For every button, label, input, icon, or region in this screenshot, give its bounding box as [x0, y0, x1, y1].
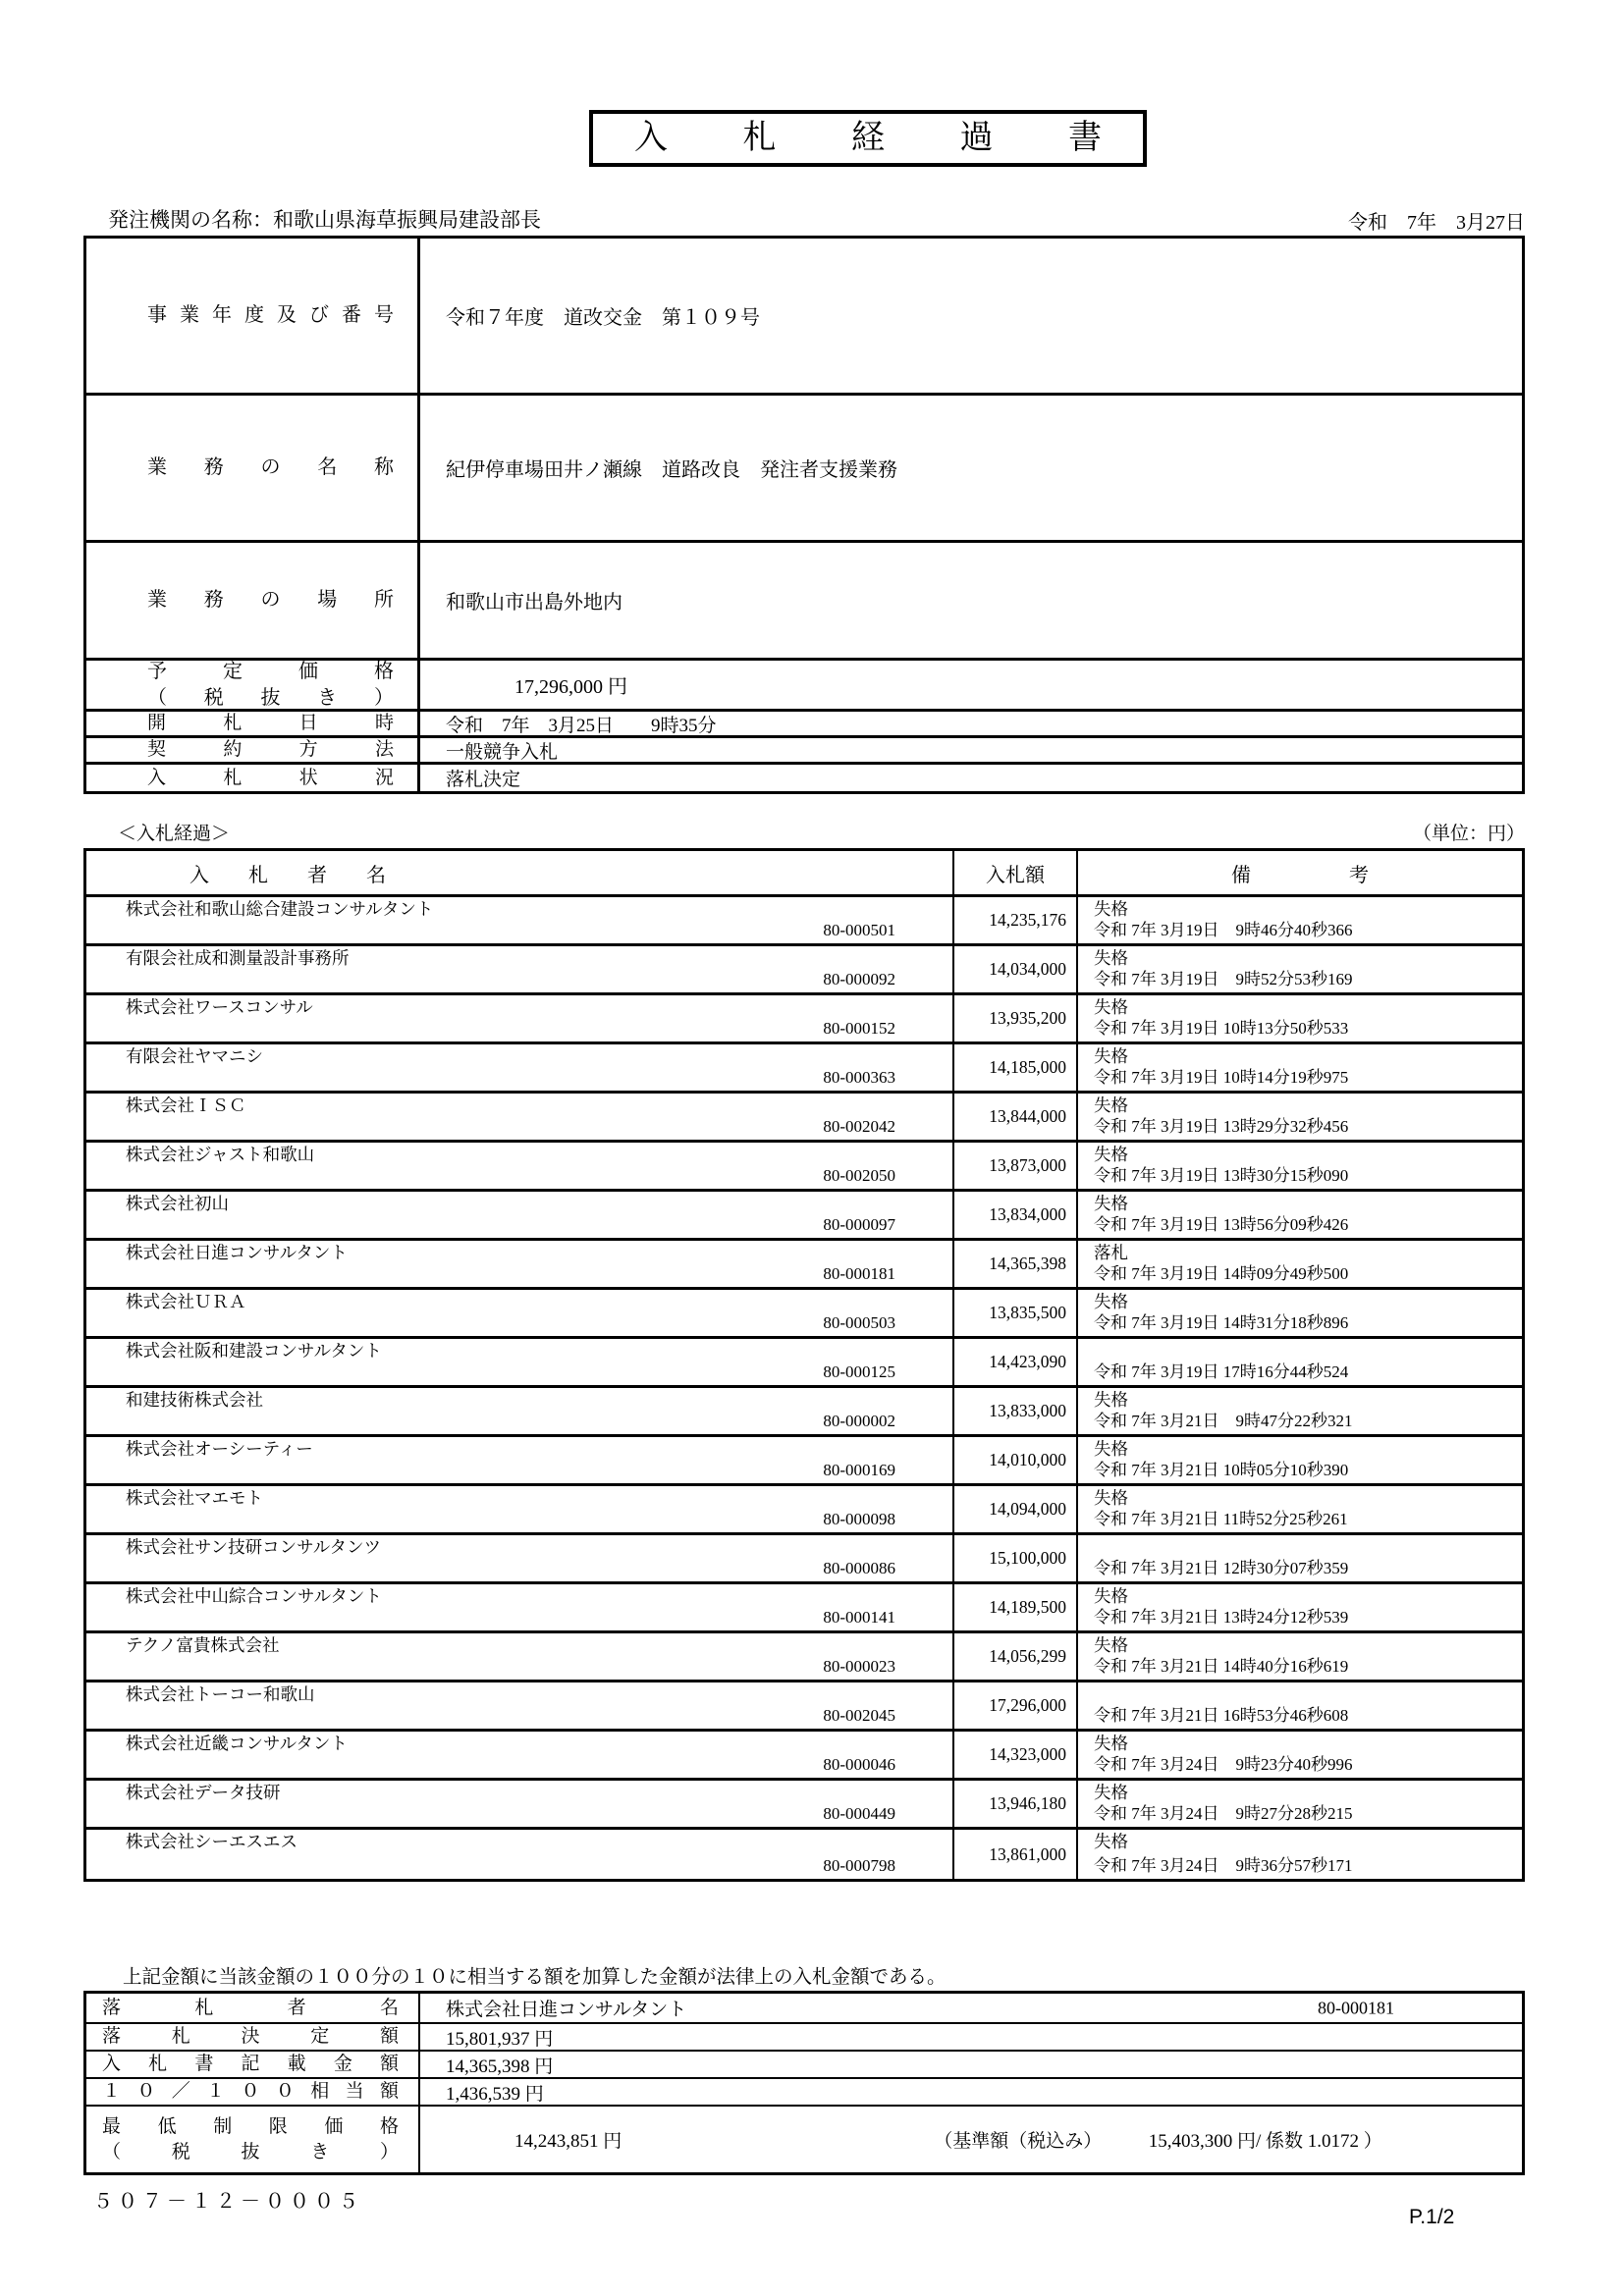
bid-status: 失格: [1094, 1734, 1128, 1753]
document-title: 入札経過書: [634, 120, 1102, 156]
bidder-code: 80-000086: [823, 1559, 895, 1577]
bidder-name: 株式会社サン技研コンサルタンツ: [126, 1537, 382, 1557]
bid-amount: 15,100,000: [954, 1535, 1078, 1581]
remark-cell: [1078, 1241, 1522, 1287]
bidder-name-cell: [86, 897, 954, 943]
bidder-name: 株式会社シーエスエス: [126, 1832, 298, 1851]
info-row-value: 令和 7年 3月25日 9時35分: [446, 715, 717, 736]
info-row-project-name: [86, 396, 1522, 543]
bid-table: [83, 848, 1525, 1882]
bidder-name-cell: [86, 1044, 954, 1091]
bid-datetime: 令和 7年 3月19日 10時14分19秒975: [1094, 1068, 1349, 1087]
bidder-code: 80-000092: [823, 970, 895, 988]
bid-datetime: 令和 7年 3月19日 14時31分18秒896: [1094, 1313, 1349, 1332]
bidder-name-cell: [86, 1192, 954, 1238]
bidder-name-cell: [86, 1143, 954, 1189]
award-row-value: [420, 2107, 1522, 2172]
bidder-name-cell: [86, 995, 954, 1041]
info-row-label: 事業年度及び番号: [86, 239, 420, 393]
bidder-code: 80-000002: [823, 1412, 895, 1430]
bid-status: 失格: [1094, 997, 1128, 1017]
table-row: [86, 995, 1522, 1044]
bid-progress-section-label: ＜入札経過＞: [118, 824, 231, 844]
bid-status: 失格: [1094, 1488, 1128, 1508]
award-row-label: 最低制限価格 （税抜き）: [86, 2107, 420, 2172]
table-row: [86, 1486, 1522, 1535]
remark-cell: [1078, 1584, 1522, 1630]
bid-datetime: 令和 7年 3月21日 9時47分22秒321: [1094, 1412, 1353, 1430]
bid-datetime: 令和 7年 3月21日 12時30分07秒359: [1094, 1559, 1349, 1577]
bid-amount: 14,034,000: [954, 946, 1078, 992]
bid-amount: 13,834,000: [954, 1192, 1078, 1238]
table-row: [86, 1830, 1522, 1879]
bidder-name: 株式会社初山: [126, 1194, 229, 1213]
bidder-name-cell: [86, 1094, 954, 1140]
bid-status: 失格: [1094, 1145, 1128, 1164]
unit-label: （単位：円）: [1412, 824, 1525, 844]
remark-cell: [1078, 1781, 1522, 1827]
remark-cell: [1078, 1682, 1522, 1729]
minimum-price-basis: （基準額（税込み） 15,403,300 円/ 係数 1.0172 ）: [934, 2131, 1382, 2152]
bid-status: [1094, 1537, 1522, 1558]
info-row-label: 業務の場所: [86, 543, 420, 658]
bidder-code: 80-000141: [823, 1608, 895, 1627]
bid-status: 失格: [1094, 948, 1128, 968]
ordering-agency: 発注機関の名称：和歌山県海草振興局建設部長: [108, 208, 541, 232]
bidder-name-cell: [86, 1388, 954, 1434]
remark-cell: [1078, 1388, 1522, 1434]
bid-amount: 14,010,000: [954, 1437, 1078, 1483]
bidder-name: 有限会社成和測量設計事務所: [126, 948, 350, 968]
table-row: [86, 1781, 1522, 1830]
bid-datetime: 令和 7年 3月19日 13時56分09秒426: [1094, 1215, 1349, 1234]
remark-cell: [1078, 1486, 1522, 1532]
legal-note: 上記金額に当該金額の１００分の１０に相当する額を加算した金額が法律上の入札金額である。: [123, 1967, 947, 1988]
bidder-name: 株式会社マエモト: [126, 1488, 263, 1508]
bidder-name: 株式会社ワースコンサル: [126, 997, 313, 1017]
bid-amount: 13,873,000: [954, 1143, 1078, 1189]
table-row: [86, 1535, 1522, 1584]
bid-datetime: 令和 7年 3月19日 14時09分49秒500: [1094, 1264, 1349, 1283]
bidder-code: 80-002050: [823, 1166, 895, 1185]
award-row-ten-percent-amount: [86, 2079, 1522, 2107]
bidder-code: 80-002045: [823, 1706, 895, 1725]
bid-datetime: 令和 7年 3月19日 10時13分50秒533: [1094, 1019, 1349, 1038]
table-row: [86, 1143, 1522, 1192]
award-row-value: 14,365,398 円: [446, 2056, 554, 2077]
bid-amount: 14,323,000: [954, 1732, 1078, 1778]
bidder-name-cell: [86, 1682, 954, 1729]
bid-status: 失格: [1094, 1586, 1128, 1606]
award-row-winner: [86, 1994, 1522, 2024]
bidder-code: 80-000152: [823, 1019, 895, 1038]
remark-cell: [1078, 1143, 1522, 1189]
bid-datetime: 令和 7年 3月19日 9時52分53秒169: [1094, 970, 1353, 988]
award-row-label: １０／１００相当額: [86, 2079, 420, 2105]
minimum-price: 14,243,851 円: [514, 2131, 623, 2152]
bidder-name-cell: [86, 1584, 954, 1630]
info-row-value: 和歌山市出島外地内: [446, 592, 623, 614]
info-row-value: 落札決定: [446, 770, 521, 790]
award-row-label: 落札決定額: [86, 2024, 420, 2050]
bid-amount: 13,844,000: [954, 1094, 1078, 1140]
bid-amount: 17,296,000: [954, 1682, 1078, 1729]
bid-datetime: 令和 7年 3月19日 9時46分40秒366: [1094, 921, 1353, 939]
project-info-table: [83, 236, 1525, 794]
bidder-name: 株式会社トーコー和歌山: [126, 1684, 315, 1704]
bidder-name: 株式会社中山綜合コンサルタント: [126, 1586, 382, 1606]
bid-status: 失格: [1094, 1292, 1128, 1311]
bid-status: 失格: [1094, 1439, 1128, 1459]
remark-cell: [1078, 1290, 1522, 1336]
remark-cell: [1078, 1094, 1522, 1140]
info-row-opening-datetime: [86, 712, 1522, 738]
bid-status: 失格: [1094, 1194, 1128, 1213]
bid-amount: 14,365,398: [954, 1241, 1078, 1287]
bidder-name: 株式会社オーシーティー: [126, 1439, 313, 1459]
info-row-value: 令和７年度 道改交金 第１０９号: [446, 307, 760, 329]
bidder-name: 株式会社ＩＳＣ: [126, 1095, 246, 1115]
bidder-name-cell: [86, 1290, 954, 1336]
award-row-minimum-price: [86, 2107, 1522, 2172]
bidder-code: 80-000798: [823, 1856, 895, 1875]
bidder-code: 80-000023: [823, 1657, 895, 1676]
bid-table-header: [86, 851, 1522, 897]
document-title-box: [589, 110, 1147, 167]
table-row: [86, 1584, 1522, 1633]
bidder-name: 株式会社近畿コンサルタント: [126, 1734, 348, 1753]
bid-status: 失格: [1094, 899, 1128, 919]
bid-table-body: [86, 897, 1522, 1879]
table-row: [86, 1290, 1522, 1339]
bidder-code: 80-000181: [823, 1264, 895, 1283]
award-row-label: 入札書記載金額: [86, 2052, 420, 2077]
bidder-code: 80-000503: [823, 1313, 895, 1332]
info-row-contract-method: [86, 738, 1522, 765]
bidder-code: 80-000098: [823, 1510, 895, 1528]
bid-datetime: 令和 7年 3月24日 9時36分57秒171: [1094, 1856, 1353, 1875]
bid-amount: 13,833,000: [954, 1388, 1078, 1434]
info-row-label: 開札日時: [86, 712, 420, 735]
info-row-label: 業務の名称: [86, 396, 420, 540]
bidder-name-cell: [86, 1781, 954, 1827]
table-row: [86, 1388, 1522, 1437]
bidder-code: 80-000169: [823, 1461, 895, 1479]
bid-datetime: 令和 7年 3月21日 11時52分25秒261: [1094, 1510, 1348, 1528]
remark-cell: [1078, 1437, 1522, 1483]
bid-datetime: 令和 7年 3月21日 13時24分12秒539: [1094, 1608, 1349, 1627]
info-row-project-location: [86, 543, 1522, 661]
bid-amount-header: 入札額: [954, 851, 1078, 894]
info-row-project-number: [86, 239, 1522, 396]
bid-amount: 14,189,500: [954, 1584, 1078, 1630]
bidder-name-cell: [86, 1535, 954, 1581]
bidder-name-cell: [86, 1732, 954, 1778]
bid-status: 失格: [1094, 1635, 1128, 1655]
bid-status: [1094, 1684, 1522, 1705]
bid-amount: 14,094,000: [954, 1486, 1078, 1532]
remark-cell: [1078, 1633, 1522, 1680]
document-date: 令和 7年 3月27日: [1348, 212, 1525, 234]
award-row-value: 15,801,937 円: [446, 2028, 554, 2050]
bid-status: 失格: [1094, 1390, 1128, 1410]
table-row: [86, 1633, 1522, 1682]
bid-amount: 13,946,180: [954, 1781, 1078, 1827]
bid-datetime: 令和 7年 3月19日 17時16分44秒524: [1094, 1362, 1349, 1381]
info-row-label: 入札状況: [86, 765, 420, 791]
bidder-name-cell: [86, 946, 954, 992]
remark-cell: [1078, 1535, 1522, 1581]
remark-cell: [1078, 1044, 1522, 1091]
bidder-code: 80-000363: [823, 1068, 895, 1087]
bid-status: 落札: [1094, 1243, 1128, 1262]
remark-cell: [1078, 1732, 1522, 1778]
bid-status: [1094, 1341, 1522, 1362]
table-row: [86, 1192, 1522, 1241]
bid-amount: 14,423,090: [954, 1339, 1078, 1385]
bidder-name-cell: [86, 1633, 954, 1680]
bidder-name: 株式会社データ技研: [126, 1783, 281, 1802]
bid-amount: 14,235,176: [954, 897, 1078, 943]
info-row-bid-status: [86, 765, 1522, 791]
bidder-code: 80-002042: [823, 1117, 895, 1136]
bid-amount: 13,861,000: [954, 1830, 1078, 1879]
bid-datetime: 令和 7年 3月21日 16時53分46秒608: [1094, 1706, 1349, 1725]
bid-amount: 13,935,200: [954, 995, 1078, 1041]
bid-datetime: 令和 7年 3月24日 9時23分40秒996: [1094, 1755, 1353, 1774]
bid-datetime: 令和 7年 3月19日 13時29分32秒456: [1094, 1117, 1349, 1136]
info-row-label: 契約方法: [86, 738, 420, 762]
bidder-name: 有限会社ヤマニシ: [126, 1046, 263, 1066]
bidder-name: 株式会社日進コンサルタント: [126, 1243, 348, 1262]
table-row: [86, 1094, 1522, 1143]
info-row-value: 17,296,000 円: [514, 676, 627, 698]
bidder-name: 株式会社ＵＲＡ: [126, 1292, 246, 1311]
award-row-value: 1,436,539 円: [446, 2083, 544, 2105]
table-row: [86, 1044, 1522, 1094]
award-row-bid-sheet-amount: [86, 2052, 1522, 2079]
table-row: [86, 1339, 1522, 1388]
bidder-name: 和建技術株式会社: [126, 1390, 263, 1410]
bid-status: 失格: [1094, 1095, 1128, 1115]
bidder-name-cell: [86, 1339, 954, 1385]
remark-cell: [1078, 897, 1522, 943]
info-row-label: 予定価格 （税抜き）: [86, 661, 420, 709]
bidder-code: 80-000501: [823, 921, 895, 939]
bid-amount: 14,056,299: [954, 1633, 1078, 1680]
bidder-code: 80-000097: [823, 1215, 895, 1234]
table-row: [86, 1682, 1522, 1732]
table-row: [86, 946, 1522, 995]
bidder-name-cell: [86, 1486, 954, 1532]
remark-cell: [1078, 1339, 1522, 1385]
winner-name: 株式会社日進コンサルタント: [446, 2000, 687, 2020]
document-control-number: ５０７－１２－０００５: [93, 2191, 363, 2213]
bid-status: 失格: [1094, 1832, 1128, 1851]
table-row: [86, 897, 1522, 946]
bid-datetime: 令和 7年 3月21日 14時40分16秒619: [1094, 1657, 1349, 1676]
bidder-name: 株式会社阪和建設コンサルタント: [126, 1341, 382, 1361]
remark-cell: [1078, 995, 1522, 1041]
award-summary-table: [83, 1991, 1525, 2175]
remark-cell: [1078, 946, 1522, 992]
bidder-name: 株式会社和歌山総合建設コンサルタント: [126, 899, 434, 919]
award-row-label: 落札者名: [86, 1994, 420, 2022]
bid-datetime: 令和 7年 3月21日 10時05分10秒390: [1094, 1461, 1349, 1479]
winner-code: 80-000181: [1318, 1998, 1394, 2017]
bidder-name: テクノ富貴株式会社: [126, 1635, 280, 1655]
bid-amount: 13,835,500: [954, 1290, 1078, 1336]
remark-header: 備 考: [1231, 864, 1369, 886]
remark-cell: [1078, 1192, 1522, 1238]
info-row-planned-price: [86, 661, 1522, 712]
bid-datetime: 令和 7年 3月19日 13時30分15秒090: [1094, 1166, 1349, 1185]
info-row-value: 一般競争入札: [446, 741, 559, 763]
table-row: [86, 1732, 1522, 1781]
bidder-code: 80-000125: [823, 1362, 895, 1381]
info-row-value: 紀伊停車場田井ノ瀬線 道路改良 発注者支援業務: [446, 459, 897, 481]
bidder-name-header: 入 札 者 名: [86, 851, 954, 894]
bidder-code: 80-000046: [823, 1755, 895, 1774]
table-row: [86, 1437, 1522, 1486]
bid-amount: 14,185,000: [954, 1044, 1078, 1091]
bidder-name: 株式会社ジャスト和歌山: [126, 1145, 315, 1164]
award-row-decided-amount: [86, 2024, 1522, 2052]
bidder-name-cell: [86, 1830, 954, 1879]
page-number: P.1/2: [1409, 2206, 1455, 2228]
bid-status: 失格: [1094, 1783, 1128, 1802]
bidder-code: 80-000449: [823, 1804, 895, 1823]
bid-status: 失格: [1094, 1046, 1128, 1066]
bidder-name-cell: [86, 1437, 954, 1483]
remark-cell: [1078, 1830, 1522, 1879]
award-row-value: [420, 1994, 1522, 2022]
bid-datetime: 令和 7年 3月24日 9時27分28秒215: [1094, 1804, 1353, 1823]
table-row: [86, 1241, 1522, 1290]
bidder-name-cell: [86, 1241, 954, 1287]
